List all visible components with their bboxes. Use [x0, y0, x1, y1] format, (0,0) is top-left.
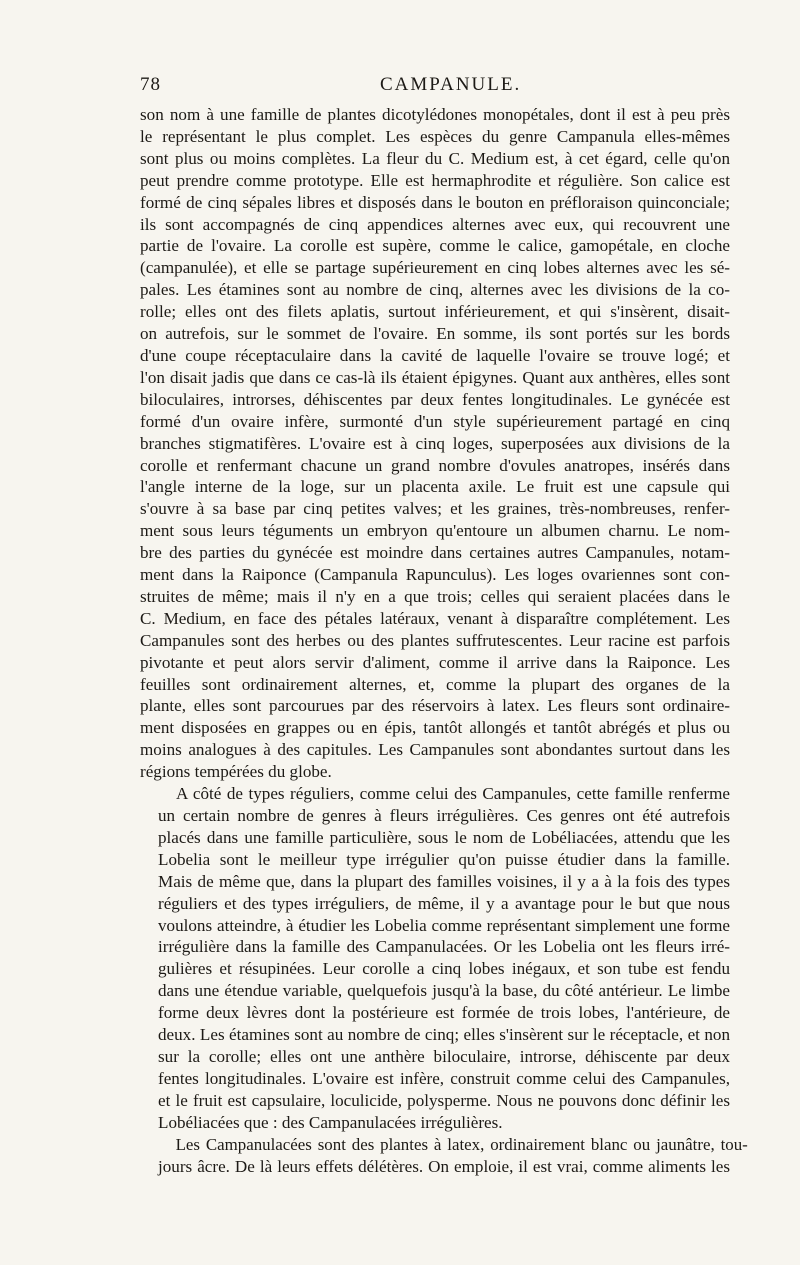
text-line: et le fruit est capsulaire, loculicide, polysperme. Nous ne pouvons donc définir les [158, 1090, 730, 1110]
text-line: forme deux lèvres dont la postérieure est formée de trois lobes, l'antérieure, de [158, 1003, 730, 1023]
text-line: A côté de types réguliers, comme celui des Campanules, cette famille renferme [176, 784, 730, 804]
text-line: biloculaires, introrses, déhiscentes par deux fentes longitudinales. Le gynécée est [140, 389, 730, 409]
text-line: pivotante et peut alors servir d'aliment, comme il arrive dans la Raiponce. Les [140, 652, 730, 672]
text-line: partie de l'ovaire. La corolle est supère, comme le calice, gamopétale, en cloche [140, 236, 730, 256]
text-line: jours âcre. De là leurs effets délétères. On emploie, il est vrai, comme aliments les [158, 1156, 730, 1176]
text-line: régions tempérées du globe. [140, 762, 332, 782]
text-line: irrégulière dans la famille des Campanulacées. Or les Lobelia ont les fleurs irré- [158, 937, 730, 957]
text-line: on autrefois, sur le sommet de l'ovaire. En somme, ils sont portés sur les bords [140, 324, 730, 344]
text-line: Les Campanulacées sont des plantes à latex, ordinairement blanc ou jaunâtre, tou- [175, 1134, 748, 1154]
text-line: l'on disait jadis que dans ce cas-là ils étaient épigynes. Quant aux anthères, elles sont [140, 367, 730, 387]
text-line: ment disposées en grappes ou en épis, tantôt allongés et tantôt abrégés et plus ou [140, 718, 730, 738]
text-line: ment dans la Raiponce (Campanula Rapunculus). Les loges ovariennes sont con- [140, 565, 730, 585]
text-line: sur la corolle; elles ont une anthère biloculaire, introrse, déhiscente par deux [158, 1046, 730, 1066]
text-line: s'ouvre à sa base par cinq petites valves; et les graines, très-nombreuses, renfer- [140, 499, 730, 519]
paragraph [140, 104, 730, 783]
text-line: ils sont accompagnés de cinq appendices alternes avec eux, qui recouvrent une [140, 214, 730, 234]
text-line: corolle et renfermant chacune un grand nombre d'ovules anatropes, insérés dans [140, 455, 730, 475]
text-line: dans une étendue variable, quelquefois jusqu'à la base, du côté antérieur. Le limbe [158, 981, 730, 1001]
text-line: fentes longitudinales. L'ovaire est infère, construit comme celui des Campanules, [158, 1068, 730, 1088]
body-text [140, 104, 748, 1177]
text-line: sont plus ou moins complètes. La fleur du C. Medium est, à cet égard, celle qu'on [140, 148, 730, 168]
text-line: peut prendre comme prototype. Elle est hermaphrodite et régulière. Son calice est [140, 170, 730, 190]
paragraph [140, 1134, 748, 1178]
text-line: Lobéliacées que : des Campanulacées irrégulières. [158, 1112, 503, 1132]
text-line: deux. Les étamines sont au nombre de cinq; elles s'insèrent sur le réceptacle, et non [158, 1025, 730, 1045]
text-line: moins analogues à des capitules. Les Campanules sont abondantes surtout dans les [140, 740, 730, 760]
page-header [140, 74, 730, 102]
paragraph [140, 783, 730, 1134]
text-line: C. Medium, en face des pétales latéraux, venant à disparaître complétement. Les [140, 608, 730, 628]
text-line: rolle; elles ont des filets aplatis, surtout inférieurement, et qui s'insèrent, disait- [140, 302, 730, 322]
text-line: Lobelia sont le meilleur type irrégulier qu'on puisse étudier dans la famille. [158, 849, 730, 869]
text-line: Campanules sont des herbes ou des plantes suffrutescentes. Leur racine est parfois [140, 630, 730, 650]
text-line: d'une coupe réceptaculaire dans la cavité de laquelle l'ovaire se trouve logé; et [140, 345, 730, 365]
text-line: ment sous leurs téguments un embryon qu'entoure un albumen charnu. Le nom- [140, 521, 730, 541]
text-line: Mais de même que, dans la plupart des familles voisines, il y a à la fois des types [158, 871, 730, 891]
text-line: un certain nombre de genres à fleurs irrégulières. Ces genres ont été autrefois [158, 806, 730, 825]
text-line: (campanulée), et elle se partage supérieurement en cinq lobes alternes avec les sé- [140, 258, 730, 278]
text-line: struites de même; mais il n'y en a que trois; celles qui seraient placées dans le [140, 586, 730, 606]
running-head: CAMPANULE. [380, 74, 522, 95]
text-line: formé de cinq sépales libres et disposés dans le bouton en préfloraison quinconciale; [140, 192, 730, 212]
text-line: feuilles sont ordinairement alternes, et, comme la plupart des organes de la [140, 674, 730, 694]
text-line: voulons atteindre, à étudier les Lobelia comme représentant simplement une forme [158, 915, 730, 935]
text-line: gulières et résupinées. Leur corolle a cinq lobes inégaux, et son tube est fendu [158, 959, 730, 979]
text-line: l'angle interne de la loge, sur un placenta axile. Le fruit est une capsule qui [140, 477, 730, 497]
text-line: le représentant le plus complet. Les espèces du genre Campanula elles-mêmes [140, 126, 730, 146]
text-line: bre des parties du gynécée est moindre dans certaines autres Campanules, notam- [140, 543, 730, 563]
text-line: branches stigmatifères. L'ovaire est à cinq loges, superposées aux divisions de la [140, 433, 730, 453]
text-line: réguliers et des types irréguliers, de même, il y a avantage pour le but que nous [158, 893, 730, 913]
text-line: formé d'un ovaire infère, surmonté d'un style supérieurement partagé en cinq [140, 411, 730, 431]
text-line: son nom à une famille de plantes dicotylédones monopétales, dont il est à peu près [140, 105, 730, 124]
page-number: 78 [140, 74, 161, 95]
text-line: placés dans une famille particulière, sous le nom de Lobéliacées, attendu que les [158, 827, 730, 847]
text-line: plante, elles sont parcourues par des réservoirs à latex. Les fleurs sont ordinaire- [140, 696, 730, 716]
text-line: pales. Les étamines sont au nombre de cinq, alternes avec les divisions de la co- [140, 280, 730, 300]
